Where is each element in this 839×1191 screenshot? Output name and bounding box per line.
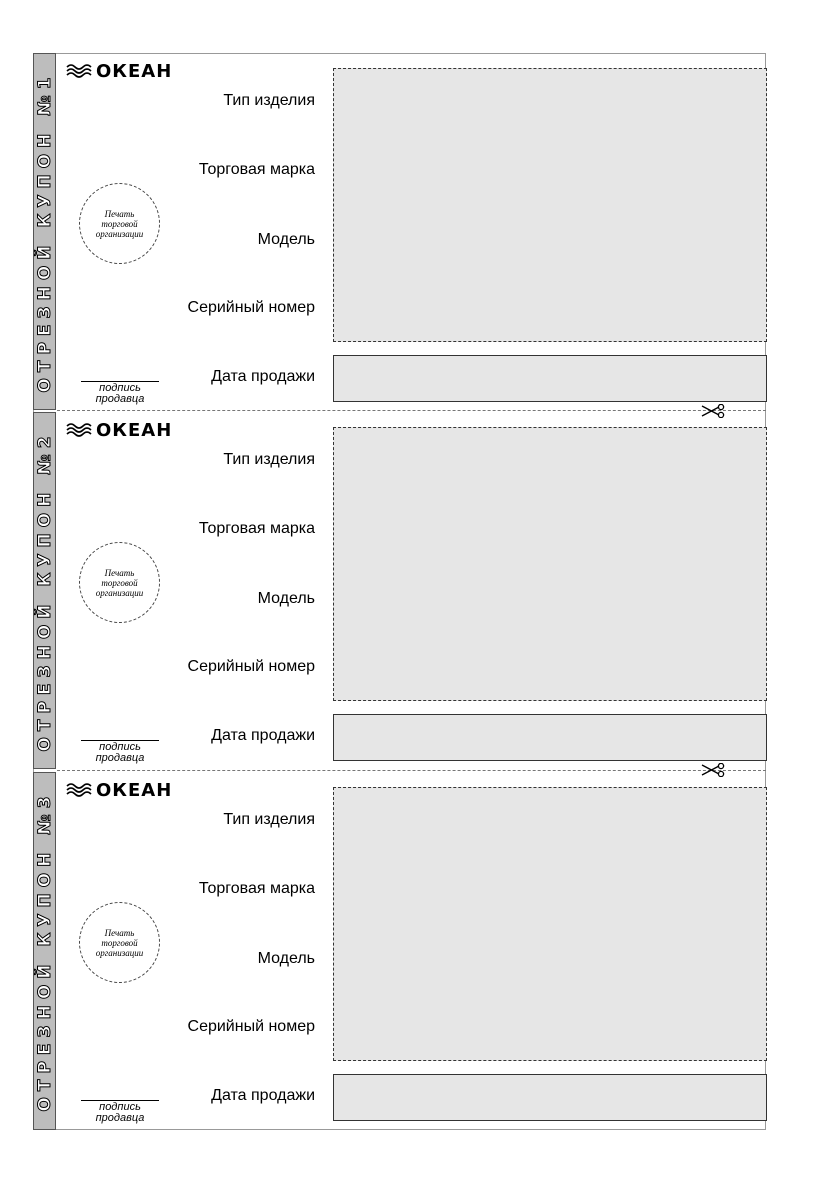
- coupon-strip-title: ОТРЕЗНОЙ КУПОН №1: [34, 70, 55, 393]
- sale-date-field[interactable]: [333, 714, 767, 761]
- label-serial-number: Серийный номер: [187, 658, 315, 675]
- label-sale-date: Дата продажи: [211, 368, 315, 385]
- coupon-side-strip: [33, 53, 56, 410]
- label-model: Модель: [257, 231, 315, 248]
- coupon-1: [33, 53, 766, 410]
- coupon-strip-title: ОТРЕЗНОЙ КУПОН №3: [34, 790, 55, 1112]
- label-serial-number: Серийный номер: [187, 299, 315, 316]
- store-stamp-area: Печать торговой организации: [79, 542, 160, 623]
- coupon-3: [33, 772, 766, 1130]
- logo: [66, 420, 172, 440]
- label-brand: Торговая марка: [198, 880, 315, 897]
- waves-icon: [66, 782, 92, 798]
- label-product-type: Тип изделия: [223, 92, 315, 109]
- coupon-strip-title: ОТРЕЗНОЙ КУПОН №2: [34, 429, 55, 752]
- label-sale-date: Дата продажи: [211, 1087, 315, 1104]
- product-info-field[interactable]: [333, 427, 767, 701]
- label-sale-date: Дата продажи: [211, 727, 315, 744]
- label-product-type: Тип изделия: [223, 451, 315, 468]
- label-product-type: Тип изделия: [223, 811, 315, 828]
- label-model: Модель: [257, 950, 315, 967]
- logo: [66, 780, 172, 800]
- label-serial-number: Серийный номер: [187, 1018, 315, 1035]
- product-info-field[interactable]: [333, 787, 767, 1061]
- coupon-2: [33, 412, 766, 769]
- coupon-side-strip: [33, 412, 56, 769]
- store-stamp-area: Печать торговой организации: [79, 902, 160, 983]
- waves-icon: [66, 422, 92, 438]
- coupon-side-strip: [33, 772, 56, 1130]
- cut-line-1: [57, 410, 766, 411]
- product-info-field[interactable]: [333, 68, 767, 342]
- seller-signature-label: подпись продавца: [95, 741, 145, 764]
- logo-text: ОКЕАН: [96, 419, 173, 441]
- logo-text: ОКЕАН: [96, 779, 173, 801]
- sale-date-field[interactable]: [333, 355, 767, 402]
- label-brand: Торговая марка: [198, 161, 315, 178]
- label-model: Модель: [257, 590, 315, 607]
- seller-signature-label: подпись продавца: [95, 382, 145, 405]
- store-stamp-area: Печать торговой организации: [79, 183, 160, 264]
- logo-text: ОКЕАН: [96, 60, 173, 82]
- waves-icon: [66, 63, 92, 79]
- sale-date-field[interactable]: [333, 1074, 767, 1121]
- cut-line-2: [57, 770, 766, 771]
- label-brand: Торговая марка: [198, 520, 315, 537]
- seller-signature-label: подпись продавца: [95, 1101, 145, 1124]
- logo: [66, 61, 172, 81]
